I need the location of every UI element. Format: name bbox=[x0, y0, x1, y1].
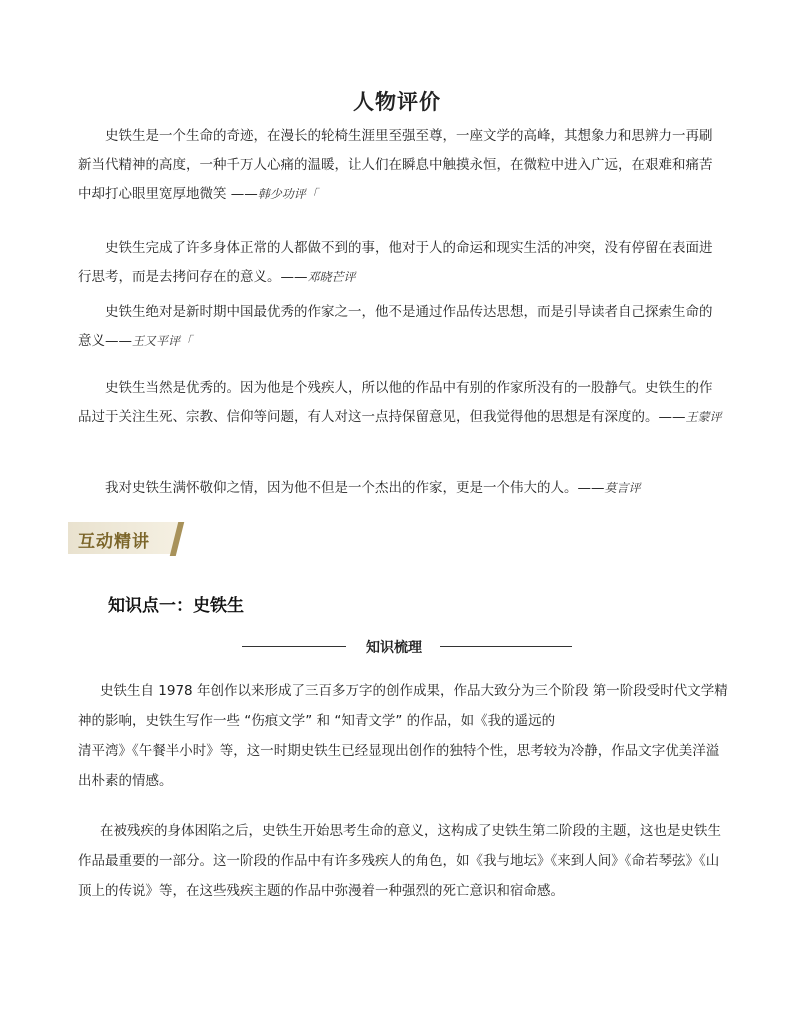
review-paragraph bbox=[78, 298, 722, 356]
review-paragraph bbox=[78, 234, 722, 292]
review-signature: 王又平评「 bbox=[132, 334, 193, 348]
knowledge-point-heading: 知识点一：史铁生 bbox=[108, 596, 244, 616]
subheading-title: 知识梳理 bbox=[366, 640, 422, 656]
body-paragraph: 史铁生自 1978 年创作以来形成了三百多万字的创作成果，作品大致分为三个阶段 第一阶段受时代文学精神的影响，史铁生写作一些 “伤痕文学” 和 “知青文学” 的作品，如《我的遥远的 bbox=[78, 683, 728, 729]
subheading-row bbox=[0, 636, 794, 658]
body-paragraph: 清平湾》《午餐半小时》等，这一时期史铁生已经显现出创作的独特个性，思考较为冷静，作品文字优美洋溢出朴素的情感。 bbox=[78, 743, 720, 789]
review-paragraph bbox=[78, 122, 722, 209]
review-signature: 韩少功评「 bbox=[257, 187, 318, 201]
section-banner bbox=[68, 522, 186, 556]
review-text: 史铁生当然是优秀的。因为他是个残疾人，所以他的作品中有别的作家所没有的一股静气。史铁生的作品过于关注生死、宗教、信仰等问题，有人对这一点持保留意见，但我觉得他的思想是有深度的。—— bbox=[78, 380, 713, 425]
review-signature: 王蒙评 bbox=[685, 410, 722, 424]
review-signature: 莫言评 bbox=[604, 481, 641, 495]
review-signature: 邓晓芒评 bbox=[307, 270, 356, 284]
review-text: 史铁生是一个生命的奇迹，在漫长的轮椅生涯里至强至尊，一座文学的高峰，其想象力和思辨力一再刷新当代精神的高度，一种千万人心痛的温暖，让人们在瞬息中触摸永恒，在微粒中进入广远，在艰难和痛苦中却打心眼里宽厚地微笑 —— bbox=[78, 128, 713, 202]
body-paragraph: 在被残疾的身体困陷之后，史铁生开始思考生命的意义，这构成了史铁生第二阶段的主题，这也是史铁生作品最重要的一部分。这一阶段的作品中有许多残疾人的角色，如《我与地坛》《来到人间》《命若琴弦》《山顶上的传说》等，在这些残疾主题的作品中弥漫着一种强烈的死亡意识和宿命感。 bbox=[78, 823, 721, 899]
banner-title: 互动精讲 bbox=[78, 532, 150, 552]
review-text: 我对史铁生满怀敬仰之情，因为他不但是一个杰出的作家，更是一个伟大的人。—— bbox=[105, 480, 605, 496]
review-text: 史铁生完成了许多身体正常的人都做不到的事，他对于人的命运和现实生活的冲突，没有停留在表面进行思考，而是去拷问存在的意义。—— bbox=[78, 240, 713, 285]
divider-right bbox=[440, 646, 572, 647]
review-paragraph bbox=[78, 474, 722, 503]
divider-left bbox=[242, 646, 346, 647]
review-text: 史铁生绝对是新时期中国最优秀的作家之一，他不是通过作品传达思想，而是引导读者自己探索生命的意义—— bbox=[78, 304, 713, 349]
review-paragraph bbox=[78, 374, 722, 432]
page-title: 人物评价 bbox=[353, 90, 441, 114]
